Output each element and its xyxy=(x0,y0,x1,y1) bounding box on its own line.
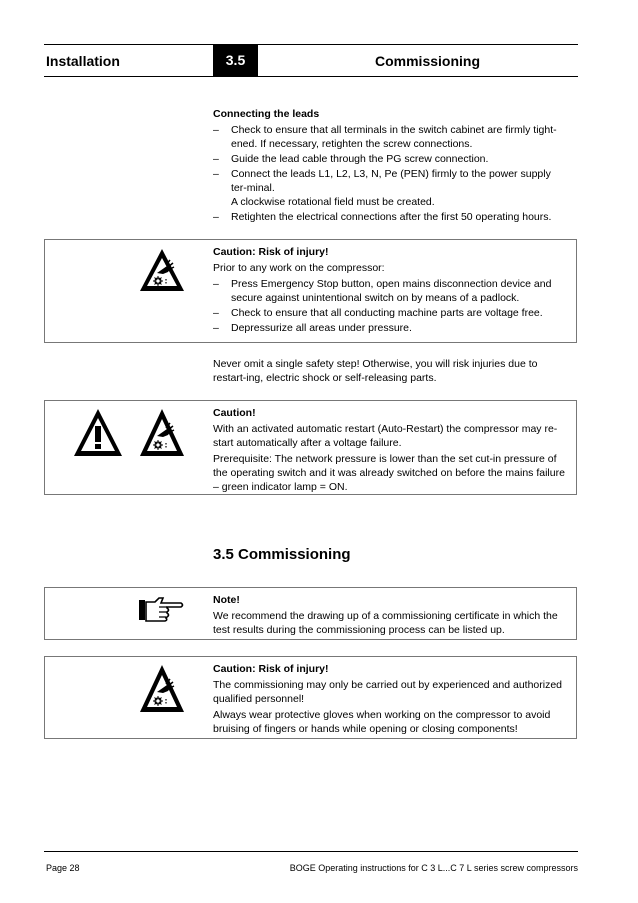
caution-3-para: The commissioning may only be carried out by experienced and authorized qualified personnel! xyxy=(213,679,563,705)
leads-item: – Retighten the electrical connections after the first 50 operating hours. xyxy=(213,210,569,224)
section-heading: 3.5 Commissioning xyxy=(213,546,351,563)
hand-injury-warning-icon xyxy=(137,662,187,716)
leads-item xyxy=(213,167,569,209)
caution-1-item: – Press Emergency Stop button, open mains disconnection device and secure against unintentional switch on by means of a padlock. xyxy=(213,277,569,305)
header-section-title: Commissioning xyxy=(375,53,481,69)
caution-2-heading: Caution! xyxy=(213,407,256,419)
safety-warning-text: Never omit a single safety step! Otherwise, you will risk injuries due to restart-ing, electric shock or self-releasing parts. xyxy=(213,358,538,384)
leads-block xyxy=(213,107,569,225)
leads-item: – Guide the lead cable through the PG screw connection. xyxy=(213,152,569,166)
pointing-hand-icon xyxy=(137,594,185,624)
caution-1-item: – Depressurize all areas under pressure. xyxy=(213,321,569,335)
caution-1-item: – Check to ensure that all conducting machine parts are voltage free. xyxy=(213,306,569,320)
note-text: We recommend the drawing up of a commissioning certificate in which the test results during the commissioning process can be listed up. xyxy=(213,610,558,636)
caution-box-3 xyxy=(44,656,577,739)
caution-1-content xyxy=(213,245,569,336)
leads-heading: Connecting the leads xyxy=(213,108,320,120)
caution-3-content xyxy=(213,662,569,738)
header-top-rule xyxy=(44,44,578,45)
hand-injury-warning-icon xyxy=(137,406,187,460)
caution-2-para: With an activated automatic restart (Auto-Restart) the compressor may re-start automatically after a voltage failure. xyxy=(213,423,558,449)
caution-box-2 xyxy=(44,400,577,495)
caution-2-para: Prerequisite: The network pressure is lower than the set cut-in pressure of the operating switch and it was already switched on before the mains failure – green indicator lamp = ON. xyxy=(213,453,565,493)
caution-1-intro: Prior to any work on the compressor: xyxy=(213,262,385,274)
caution-1-heading: Caution: Risk of injury! xyxy=(213,246,329,258)
leads-item-text: – Connect the leads L1, L2, L3, N, Pe (PEN) firmly to the power supply ter-minal. xyxy=(231,168,551,194)
caution-box-1 xyxy=(44,239,577,343)
caution-3-heading: Caution: Risk of injury! xyxy=(213,663,329,675)
caution-3-para: Always wear protective gloves when working on the compressor to avoid bruising of fingers or hands while opening or closing components! xyxy=(213,709,551,735)
chapter-title: Installation xyxy=(46,53,120,69)
header-bottom-rule xyxy=(44,76,578,77)
note-content xyxy=(213,593,569,637)
section-number-tab: 3.5 xyxy=(213,45,258,76)
hand-injury-warning-icon xyxy=(137,246,187,294)
note-box xyxy=(44,587,577,640)
leads-item: – Check to ensure that all terminals in the switch cabinet are firmly tight-ened. If necessary, retighten the screw connections. xyxy=(213,123,569,151)
footer-document-title: BOGE Operating instructions for C 3 L...C 7 L series screw compressors xyxy=(289,863,578,873)
page-number: Page 28 xyxy=(46,863,80,873)
exclamation-warning-icon xyxy=(71,406,125,460)
footer-rule xyxy=(44,851,578,852)
note-heading: Note! xyxy=(213,594,240,606)
caution-2-content xyxy=(213,406,569,496)
leads-item-extra: A clockwise rotational field must be created. xyxy=(231,196,435,208)
